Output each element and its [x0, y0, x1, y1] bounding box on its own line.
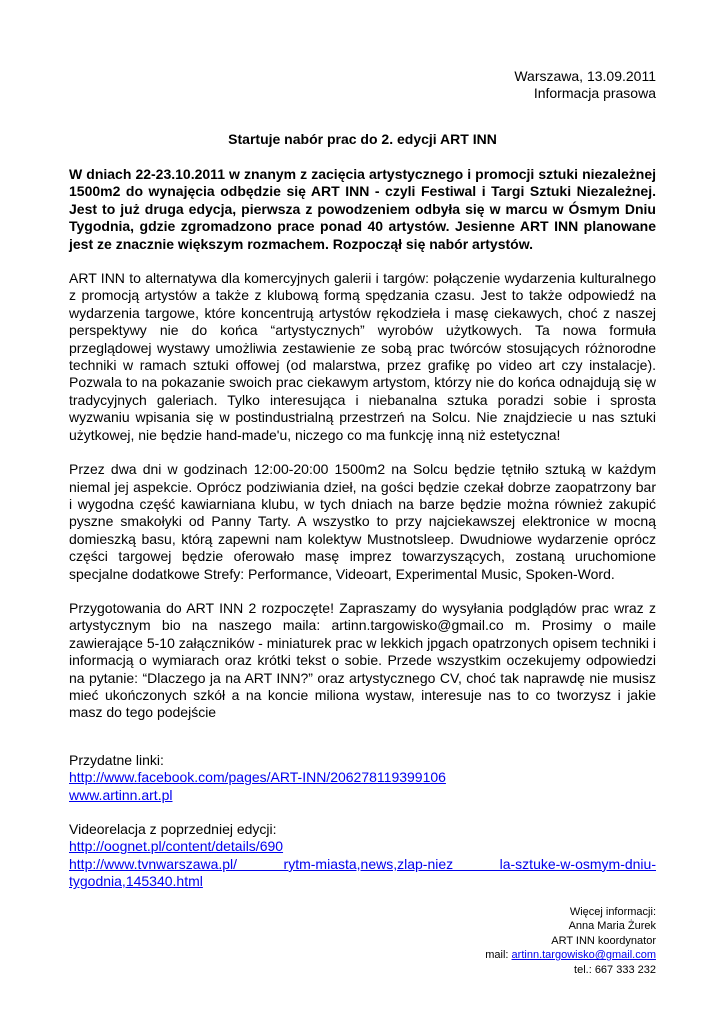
contact-mail-prefix: mail:	[485, 949, 512, 962]
video-links-label: Videorelacja z poprzedniej edycji:	[69, 821, 277, 837]
contact-name: Anna Maria Żurek	[568, 920, 656, 933]
facebook-link[interactable]: http://www.facebook.com/pages/ART-INN/206278119399106	[69, 769, 446, 786]
oognet-link[interactable]: http://oognet.pl/content/details/690	[69, 838, 284, 855]
document-title: Startuje nabór prac do 2. edycji ART INN	[228, 131, 497, 147]
tvnwarszawa-link[interactable]: http://www.tvnwarszawa.pl/ rytm-miasta,news,zlap-niez la-sztuke-w-osmym-dniu-tygodnia,145340.html	[69, 855, 656, 890]
contact-block	[69, 905, 656, 978]
contact-role: ART INN koordynator	[551, 934, 656, 947]
contact-mail-line	[69, 948, 656, 963]
body-paragraph-3: Przygotowania do ART INN 2 rozpoczęte! Zapraszamy do wysyłania podglądów prac wraz z artystycznym bio na naszego maila: artinn.targowisko@gmail.co m. Prosimy o maile zawierające 5-10 załączników - miniaturek prac w lekkich jpgach opatrzonych opisem techniki i informacją o wymiarach oraz krótki tekst o sobie. Przede wszystkim oczekujemy odpowiedzi na pytanie: “Dlaczego ja na ART INN?” oraz artystycznego CV, choć tak naprawdę nie musisz mieć ukończonych szkół a na koncie miliona wystaw, interesuje nas to co tworzysz i jakie masz do tego podejście	[69, 599, 656, 721]
lead-paragraph: W dniach 22-23.10.2011 w znanym z zacięcia artystycznego i promocji sztuki niezależnej 1500m2 do wynajęcia odbędzie się ART INN - czyli Festiwal i Targi Sztuki Niezależnej. Jest to już druga edycja, pierwsza z powodzeniem odbyła się w marcu w Ósmym Dniu Tygodnia, gdzie zgromadzono prace ponad 40 artystów. Jesienne ART INN planowane jest ze znacznie większym rozmachem. Rozpoczął się nabór artystów.	[69, 166, 656, 252]
contact-mail-link[interactable]: artinn.targowisko@gmail.com	[511, 949, 656, 962]
body-paragraph-1: ART INN to alternatywa dla komercyjnych galerii i targów: połączenie wydarzenia kulturalnego z promocją artystów a także z klubową formą spędzania czasu. Jest to także odpowiedź na wydarzenia targowe, które koncentrują artystów rękodzieła i masę ciekawych, choć z naszej perspektywy nie do końca “artystycznych” wyrobów użytkowych. Ta nowa formuła przeglądowej wystawy umożliwia zestawienie ze sobą prac twórców stosujących różnorodne techniki w ramach sztuki offowej (od malarstwa, przez grafikę po video art czy instalacje). Pozwala to na pokazanie swoich prac ciekawym artystom, którzy nie do końca odnajdują się w tradycyjnych galeriach. Tylko interesująca i niebanalna sztuka poradzi sobie i sprosta wyzwaniu wpisania się w postindustrialną przestrzeń na Solcu. Nie znajdziecie u nas sztuki użytkowej, nie będzie hand-made'u, niczego co ma funkcję inną niż estetyczna!	[69, 270, 656, 443]
useful-links-label: Przydatne linki:	[69, 751, 164, 768]
document-type-line: Informacja prasowa	[533, 85, 656, 101]
document-header	[69, 68, 656, 102]
date-line: Warszawa, 13.09.2011	[514, 68, 656, 84]
website-link[interactable]: www.artinn.art.pl	[69, 786, 173, 803]
contact-phone: tel.: 667 333 232	[574, 963, 656, 976]
video-links-section	[69, 821, 656, 891]
body-paragraph-2: Przez dwa dni w godzinach 12:00-20:00 1500m2 na Solcu będzie tętniło sztuką w każdym niemal jej aspekcie. Oprócz podziwiania dzieł, na gości będzie czekał dobrze zaopatrzony bar i wygodna część kawiarniana klubu, w tych dniach na barze będzie można również zakupić pyszne smakołyki od Panny Tarty. A wszystko to przy najciekawszej elektronice w mocną domieszką basu, którą zapewni nam kolektyw Mustnotsleep. Dwudniowe wydarzenie oprócz części targowej będzie oferowało masę imprez towarzyszących, zostaną uruchomione specjalne dodatkowe Strefy: Performance, Videoart, Experimental Music, Spoken-Word.	[69, 461, 656, 582]
useful-links-section	[69, 752, 656, 804]
press-release-page	[69, 68, 656, 977]
contact-more-info: Więcej informacji:	[569, 905, 656, 918]
